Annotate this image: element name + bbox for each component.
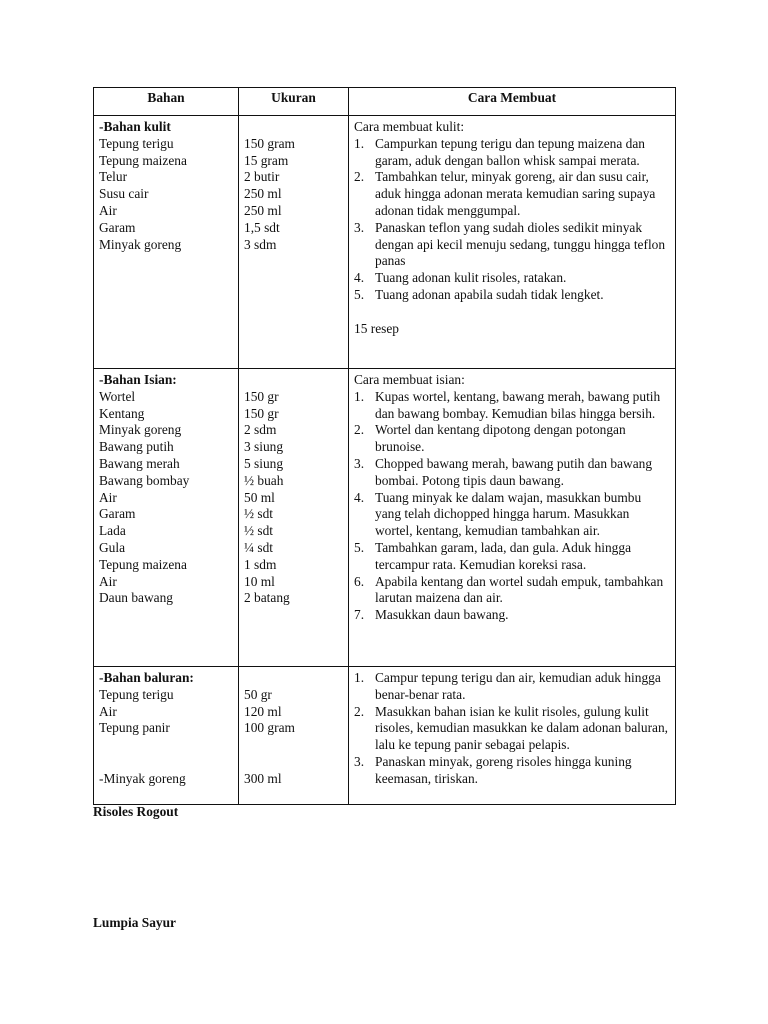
amount: 250 ml: [244, 202, 282, 218]
amount: 1,5 sdt: [244, 219, 280, 235]
ingredient: Bawang merah: [99, 455, 180, 471]
amount: ½ sdt: [244, 506, 274, 522]
amount: 5 siung: [244, 455, 284, 471]
steps-title: Cara membuat kulit:: [354, 119, 465, 134]
ingredient: Air: [99, 202, 117, 218]
ingredient: Susu cair: [99, 186, 149, 202]
section-baluran-row: [94, 667, 676, 805]
amount: 150 gr: [244, 388, 279, 404]
section-kulit-row: [94, 116, 676, 369]
steps-list: [354, 136, 670, 304]
amount: 150 gram: [244, 135, 295, 151]
step-item: 4. Tuang minyak ke dalam wajan, masukkan bumbu yang telah dichopped hingga harum. Masukkan wortel, kentang, kemudian tambahkan air.: [354, 489, 642, 539]
step-item: 3. Chopped bawang merah, bawang putih dan bawang bombai. Potong tipis daun bawang.: [354, 455, 653, 488]
isian-ingredients-cell: [94, 369, 239, 667]
title-risoles-rogout: Risoles Rogout: [93, 804, 179, 819]
amount: 3 sdm: [244, 236, 277, 252]
ingredient: Tepung panir: [99, 720, 170, 736]
ingredient: Tepung terigu: [99, 686, 174, 702]
step-item: 5. Tuang adonan apabila sudah tidak lengket.: [354, 286, 604, 302]
section-heading: -Bahan Isian:: [99, 372, 177, 387]
amount: 120 ml: [244, 703, 282, 719]
kulit-ingredients-cell: [94, 116, 239, 369]
section-isian-row: [94, 369, 676, 667]
amount: 2 butir: [244, 169, 280, 185]
step-item: 2. Masukkan bahan isian ke kulit risoles, gulung kulit risoles, kemudian masukkan ke dalam adonan baluran, lalu ke tepung panir sebagai pelapis.: [354, 703, 669, 753]
amount: ½ sdt: [244, 523, 274, 539]
ingredient: Tepung maizena: [99, 152, 187, 168]
ingredient: Garam: [99, 219, 136, 235]
ingredient: Tepung maizena: [99, 556, 187, 572]
amount: 15 gram: [244, 152, 289, 168]
baluran-steps-cell: [349, 667, 676, 805]
ingredient: Bawang putih: [99, 439, 174, 455]
baluran-amounts-cell: [239, 667, 349, 805]
amount: 250 ml: [244, 186, 282, 202]
ingredient: Tepung terigu: [99, 135, 174, 151]
step-item: 1. Kupas wortel, kentang, bawang merah, bawang putih dan bawang bombay. Kemudian bilas hingga bersih.: [354, 388, 661, 421]
ingredient: Garam: [99, 506, 136, 522]
section-heading: -Bahan baluran:: [99, 670, 194, 685]
amount: 50 ml: [244, 489, 275, 505]
header-row: [94, 88, 676, 116]
title-lumpia-sayur: Lumpia Sayur: [93, 915, 176, 930]
amount: ½ buah: [244, 472, 284, 488]
step-item: 3. Panaskan teflon yang sudah dioles sedikit minyak dengan api kecil menuju sedang, tunggu hingga teflon panas: [354, 219, 666, 269]
ingredient: Minyak goreng: [99, 422, 182, 438]
amount: 2 sdm: [244, 422, 277, 438]
ingredient: Daun bawang: [99, 590, 173, 606]
amount: 300 ml: [244, 770, 282, 786]
ingredient: Air: [99, 703, 117, 719]
step-item: 4. Tuang adonan kulit risoles, ratakan.: [354, 270, 567, 286]
ingredient: Bawang bombay: [99, 472, 190, 488]
amount: 150 gr: [244, 405, 279, 421]
steps-title: Cara membuat isian:: [354, 372, 465, 387]
isian-steps-cell: [349, 369, 676, 667]
step-item: 1. Campurkan tepung terigu dan tepung maizena dan garam, aduk dengan ballon whisk sampai merata.: [354, 135, 645, 168]
ingredient: Air: [99, 489, 117, 505]
ingredient: Kentang: [99, 405, 145, 421]
amount: 3 siung: [244, 439, 284, 455]
amount: ¼ sdt: [244, 539, 274, 555]
kulit-steps-cell: [349, 116, 676, 369]
header-bahan: Bahan: [94, 88, 239, 116]
step-item: 7. Masukkan daun bawang.: [354, 607, 509, 623]
header-cara-membuat: Cara Membuat: [349, 88, 676, 116]
ingredient: Telur: [99, 169, 128, 185]
steps-list: [354, 389, 670, 624]
ingredient: Minyak goreng: [99, 236, 182, 252]
ingredient: Lada: [99, 523, 126, 539]
amount: 50 gr: [244, 686, 272, 702]
isian-amounts-cell: [239, 369, 349, 667]
step-item: 1. Campur tepung terigu dan air, kemudian aduk hingga benar-benar rata.: [354, 670, 661, 702]
ingredient: -Minyak goreng: [99, 770, 186, 786]
step-item: 5. Tambahkan garam, lada, dan gula. Aduk hingga tercampur rata. Kemudian koreksi rasa.: [354, 539, 632, 572]
section-heading: -Bahan kulit: [99, 119, 171, 134]
amount: 1 sdm: [244, 556, 277, 572]
amount: 10 ml: [244, 573, 275, 589]
baluran-ingredients-cell: [94, 667, 239, 805]
amount: 100 gram: [244, 720, 295, 736]
steps-list: [354, 670, 670, 788]
ingredient: Air: [99, 573, 117, 589]
ingredient: Wortel: [99, 388, 136, 404]
header-ukuran: Ukuran: [239, 88, 349, 116]
step-item: 2. Tambahkan telur, minyak goreng, air dan susu cair, aduk hingga adonan merata kemudian saring supaya adonan tidak menggumpal.: [354, 169, 656, 218]
ingredient: Gula: [99, 539, 126, 555]
step-item: 2. Wortel dan kentang dipotong dengan potongan brunoise.: [354, 422, 626, 455]
yield-note: 15 resep: [354, 320, 399, 336]
step-item: 3. Panaskan minyak, goreng risoles hingga kuning keemasan, tiriskan.: [354, 753, 632, 786]
kulit-amounts-cell: [239, 116, 349, 369]
amount: 2 batang: [244, 590, 290, 606]
recipe-table: [93, 87, 676, 805]
step-item: 6. Apabila kentang dan wortel sudah empuk, tambahkan larutan maizena dan air.: [354, 573, 664, 606]
